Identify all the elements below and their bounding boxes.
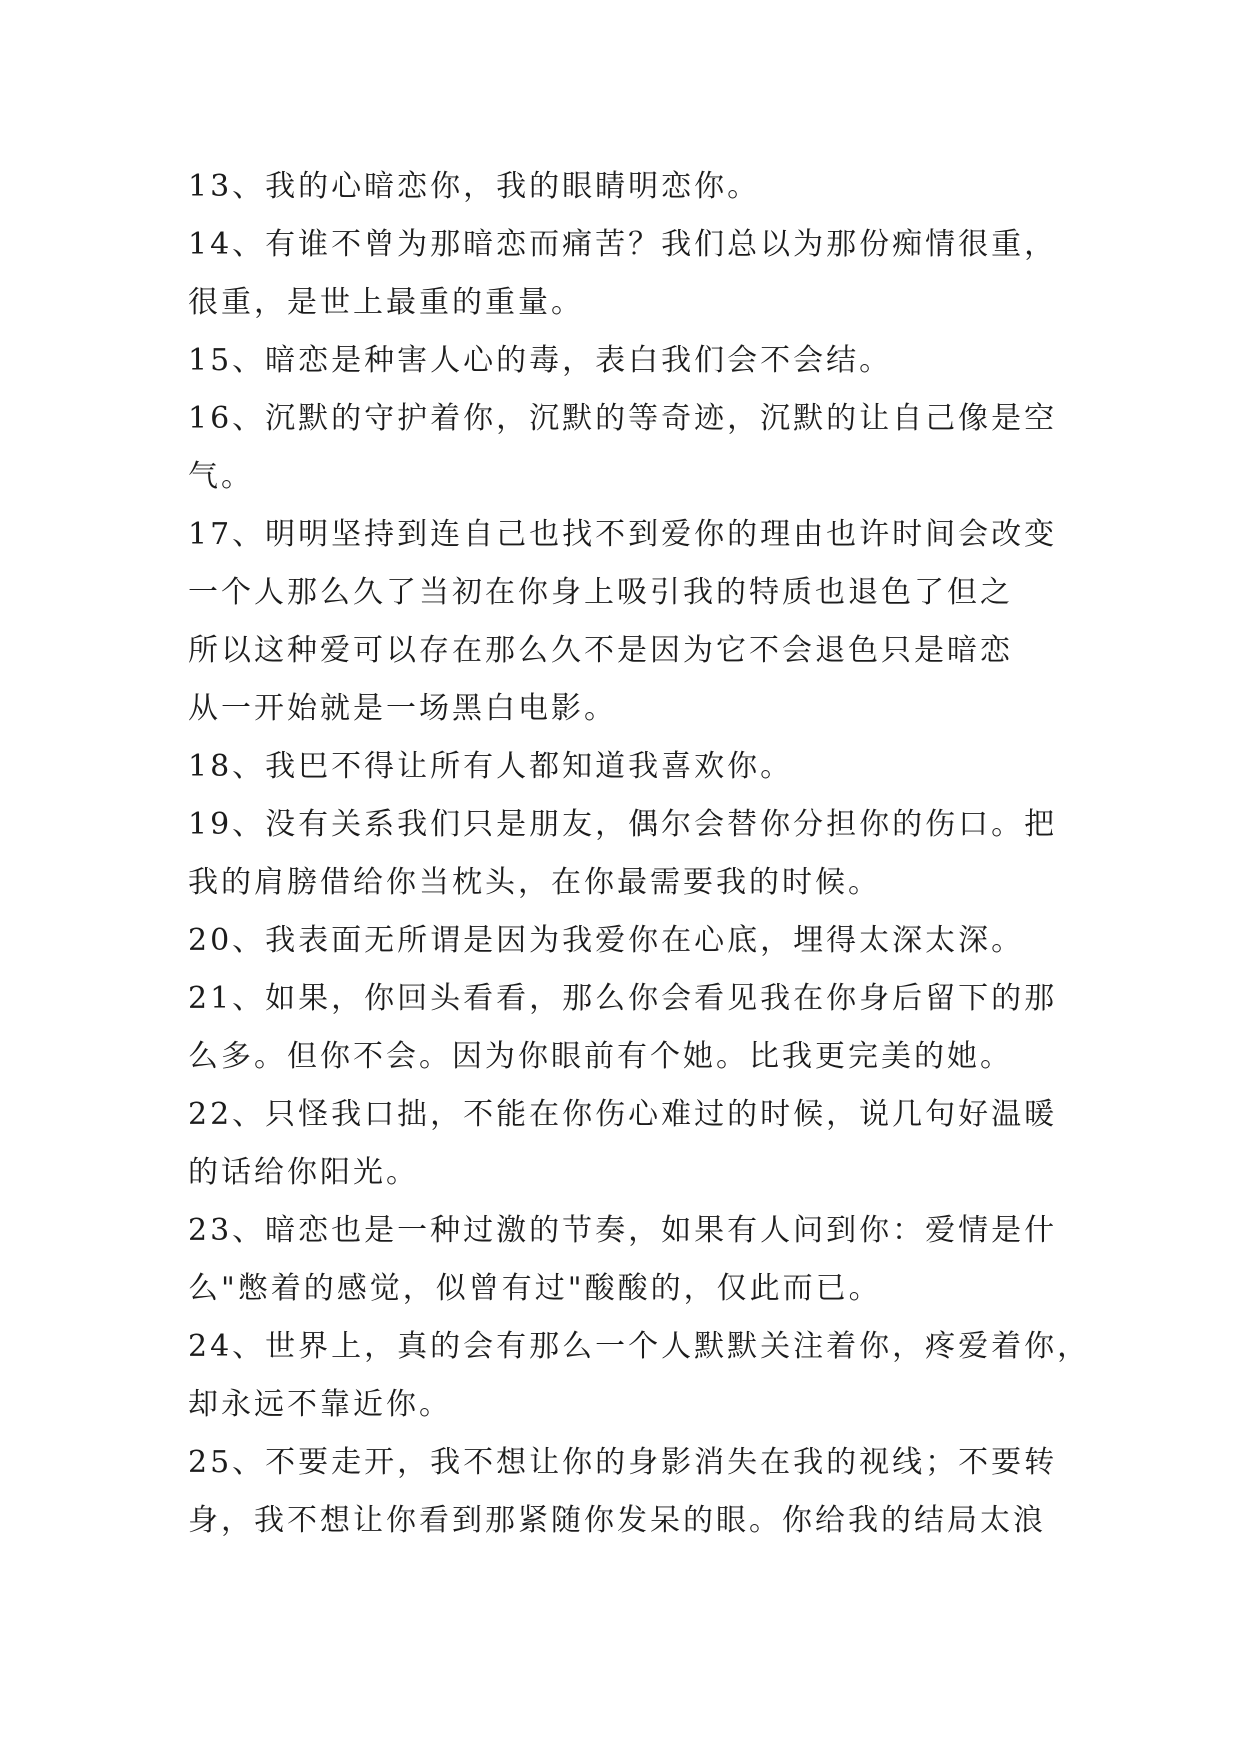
text-line: 21、如果，你回头看看，那么你会看见我在你身后留下的那 [188,981,1058,1016]
text-line: 一个人那么久了当初在你身上吸引我的特质也退色了但之 [188,575,1013,610]
text-line: 15、暗恋是种害人心的毒，表白我们会不会结。 [188,343,893,378]
text-line: 的话给你阳光。 [188,1155,419,1190]
text-line: 却永远不靠近你。 [188,1387,452,1422]
text-line: 从一开始就是一场黑白电影。 [188,691,617,726]
text-line: 14、有谁不曾为那暗恋而痛苦？我们总以为那份痴情很重， [188,227,1058,262]
text-line: 身，我不想让你看到那紧随你发呆的眼。你给我的结局太浪 [188,1503,1046,1538]
text-line: 么"憋着的感觉，似曾有过"酸酸的，仅此而已。 [188,1271,882,1306]
document-body [188,158,1091,1550]
text-line: 所以这种爱可以存在那么久不是因为它不会退色只是暗恋 [188,633,1013,668]
text-line: 23、暗恋也是一种过激的节奏，如果有人问到你：爱情是什 [188,1213,1058,1248]
text-line: 很重，是世上最重的重量。 [188,285,584,320]
text-line: 13、我的心暗恋你，我的眼睛明恋你。 [188,169,761,204]
text-line: 24、世界上，真的会有那么一个人默默关注着你，疼爱着你， [188,1329,1091,1364]
text-line: 22、只怪我口拙，不能在你伤心难过的时候，说几句好温暖 [188,1097,1058,1132]
text-line: 17、明明坚持到连自己也找不到爱你的理由也许时间会改变 [188,517,1058,552]
text-line: 25、不要走开，我不想让你的身影消失在我的视线；不要转 [188,1445,1058,1480]
text-line: 19、没有关系我们只是朋友，偶尔会替你分担你的伤口。把 [188,807,1058,842]
text-line: 20、我表面无所谓是因为我爱你在心底，埋得太深太深。 [188,923,1025,958]
text-line: 么多。但你不会。因为你眼前有个她。比我更完美的她。 [188,1039,1013,1074]
text-line: 18、我巴不得让所有人都知道我喜欢你。 [188,749,794,784]
text-line: 我的肩膀借给你当枕头，在你最需要我的时候。 [188,865,881,900]
text-line: 16、沉默的守护着你，沉默的等奇迹，沉默的让自己像是空 [188,401,1058,436]
text-line: 气。 [188,459,254,494]
